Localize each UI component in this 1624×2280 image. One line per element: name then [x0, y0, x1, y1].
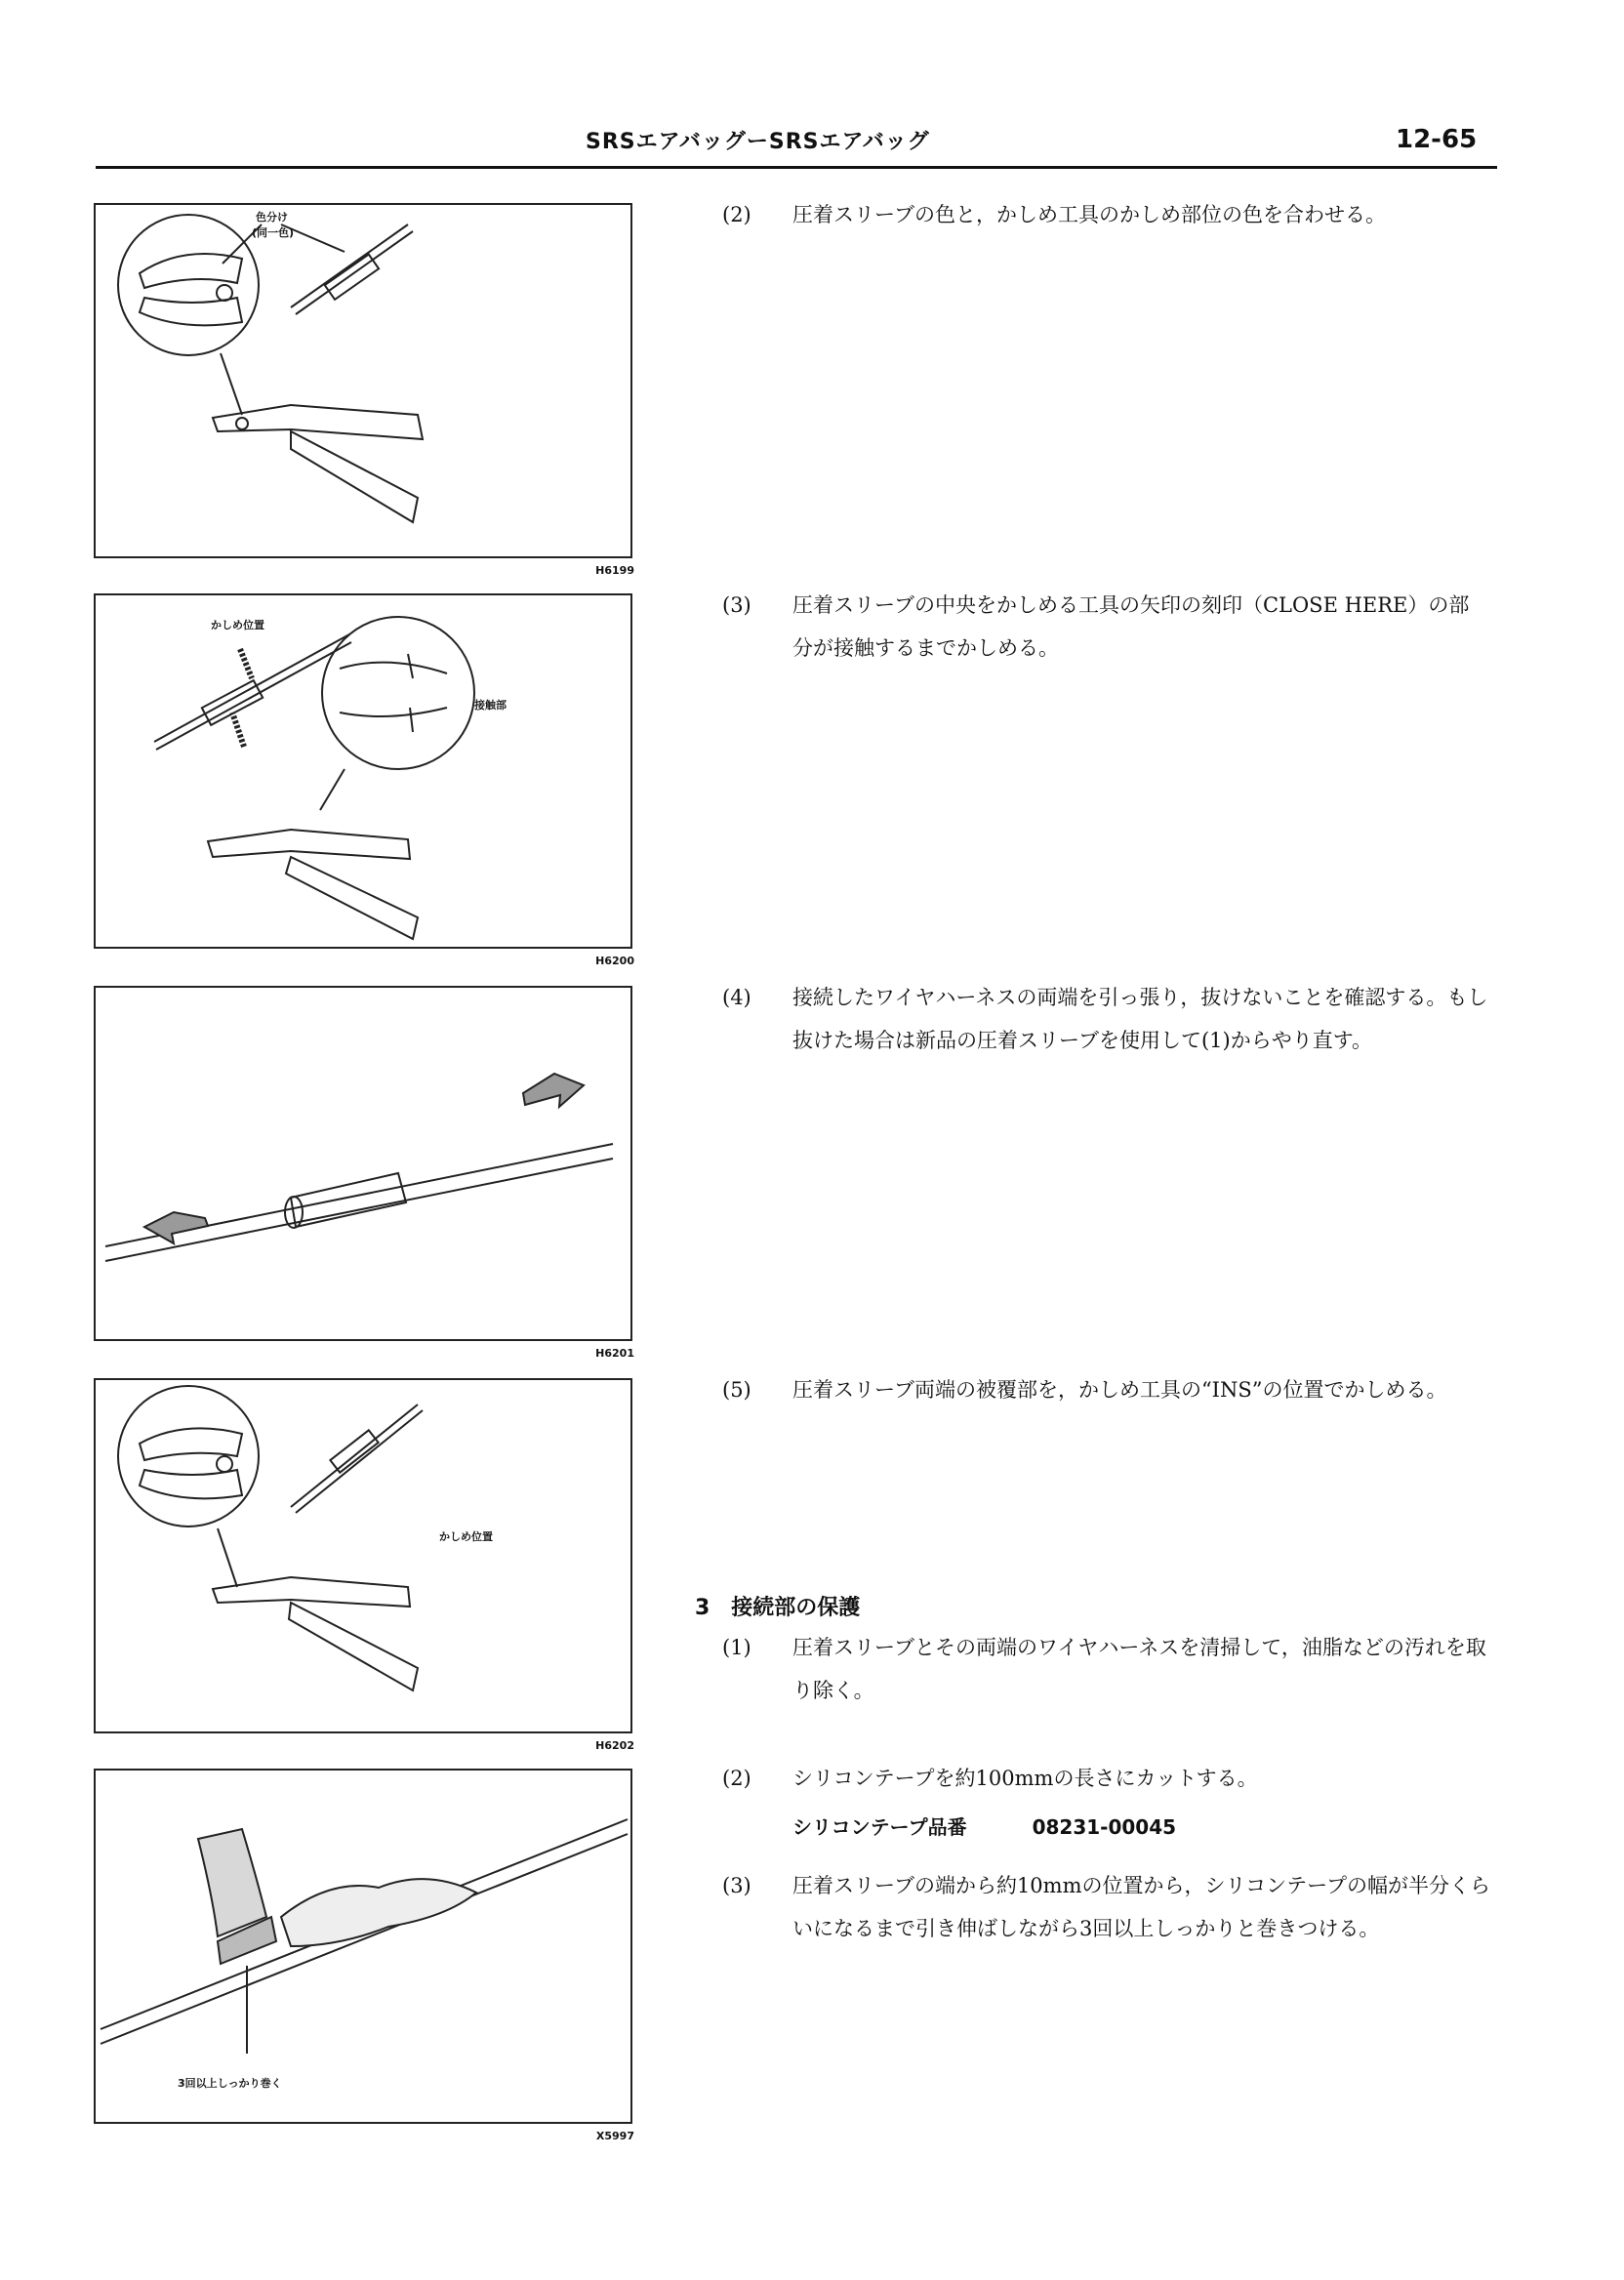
step-3 — [722, 584, 1483, 670]
figure-code-h6202: H6202 — [595, 1739, 634, 1752]
section-step-1-text: 圧着スリーブとその両端のワイヤハーネスを清掃して，油脂などの汚れを取り除く。 — [792, 1636, 1486, 1702]
step-5-text: 圧着スリーブ両端の被覆部を，かしめ工具の“INS”の位置でかしめる。 — [792, 1378, 1447, 1402]
section-step-3 — [722, 1864, 1503, 1950]
label-same-color: (同一色) — [252, 226, 295, 239]
label-crimp-position: かしめ位置 — [211, 619, 264, 631]
step-3-number: (3) — [722, 593, 751, 617]
step-3-text: 圧着スリーブの中央をかしめる工具の矢印の刻印（CLOSE HERE）の部分が接触するまでかしめる。 — [792, 593, 1470, 660]
pliers-color-illustration — [96, 205, 630, 556]
figure-crimp-position — [94, 593, 632, 949]
figure-color-matching — [94, 203, 632, 558]
part-number-value: 08231-00045 — [1032, 1815, 1177, 1839]
pliers-ins-illustration — [96, 1380, 630, 1731]
section-step-2-number: (2) — [722, 1767, 751, 1790]
step-5 — [722, 1368, 1503, 1411]
figure-code-h6200: H6200 — [595, 955, 634, 967]
harness-pull-illustration — [96, 988, 630, 1339]
section-step-2-text: シリコンテープを約100mmの長さにカットする。 — [792, 1767, 1258, 1790]
section-step-2 — [722, 1757, 1503, 1800]
label-crimp-position-ins: かしめ位置 — [439, 1530, 493, 1543]
part-number-line — [792, 1812, 1176, 1840]
label-color-coding: 色分け — [256, 211, 288, 224]
section-step-3-number: (3) — [722, 1874, 751, 1897]
step-5-number: (5) — [722, 1378, 751, 1402]
silicone-tape-illustration — [96, 1771, 630, 2122]
step-4-number: (4) — [722, 986, 751, 1009]
figure-code-x5997: X5997 — [595, 2130, 634, 2142]
step-4-text: 接続したワイヤハーネスの両端を引っ張り，抜けないことを確認する。もし抜けた場合は新品の圧着スリーブを使用して(1)からやり直す。 — [792, 986, 1488, 1052]
figure-ins-crimp — [94, 1378, 632, 1733]
label-wrap-three-times: 3回以上しっかり巻く — [178, 2077, 282, 2090]
running-header-title: SRSエアバッグーSRSエアバッグ — [586, 130, 930, 154]
step-2-text: 圧着スリーブの色と，かしめ工具のかしめ部位の色を合わせる。 — [792, 203, 1386, 226]
step-4 — [722, 976, 1503, 1062]
section-step-3-text: 圧着スリーブの端から約10mmの位置から，シリコンテープの幅が半分くらいになるまで引き伸ばしながら3回以上しっかりと巻きつける。 — [792, 1874, 1491, 1940]
part-number-label: シリコンテープ品番 — [792, 1815, 967, 1839]
figure-tape-wrap — [94, 1769, 632, 2124]
header-rule — [96, 166, 1497, 169]
section-heading-joint-protection: 3 接続部の保護 — [695, 1596, 861, 1620]
figure-code-h6199: H6199 — [595, 564, 634, 577]
figure-code-h6201: H6201 — [595, 1347, 634, 1360]
section-step-1-number: (1) — [722, 1636, 751, 1659]
label-contact-part: 接触部 — [474, 699, 507, 712]
step-2-number: (2) — [722, 203, 751, 226]
pliers-crimp-illustration — [96, 595, 630, 947]
step-2 — [722, 193, 1522, 236]
figure-pull-test — [94, 986, 632, 1341]
page-number: 12-65 — [1396, 125, 1478, 154]
section-step-1 — [722, 1626, 1503, 1712]
